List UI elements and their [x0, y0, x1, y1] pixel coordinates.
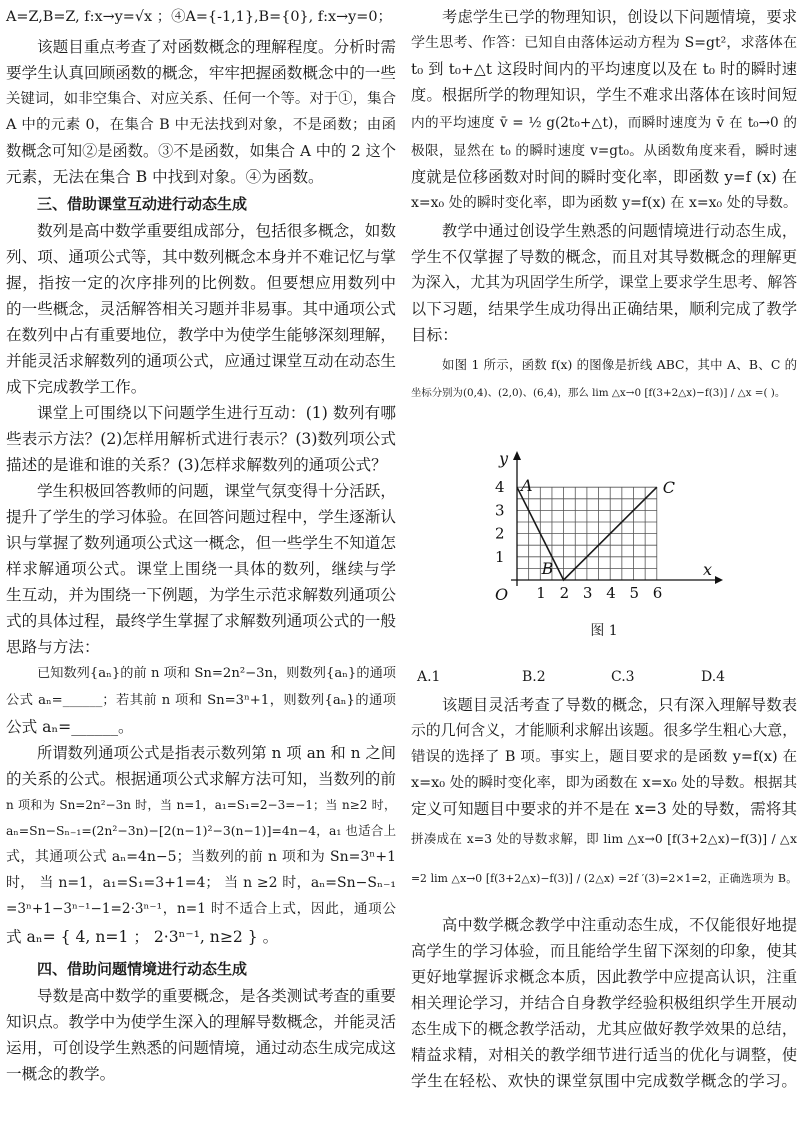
- left-text-line: 学生积极回答教师的问题，课堂气氛变得十分活跃，: [37, 482, 396, 500]
- right-text-line: 度。根据所学的物理知识，学生不难求出落体在该时间短: [411, 86, 797, 104]
- left-text-line: 并能灵活求解数列的通项公式，应通过课堂互动在动态生: [6, 352, 396, 370]
- left-text-line: aₙ=Sn−Sₙ₋₁=(2n²−3n)−[2(n−1)²−3(n−1)]=4n−4，a₁ 也适合上: [6, 823, 396, 838]
- right-text-line: 坐标分别为(0,4)、(2,0)、(6,4)，那么 lim △x→0 [f(3+2△x)−f(3)] / △x =( )。: [411, 387, 786, 399]
- origin-label: O: [495, 585, 509, 604]
- right-text-line: 错误的选择了 B 项。事实上，题目要求的是函数 y=f(x) 在: [411, 749, 797, 765]
- right-text-line: x=x₀ 处的瞬时变化率，即为函数 y=f(x) 在 x=x₀ 处的导数。: [411, 195, 797, 211]
- right-column: [411, 0, 797, 1146]
- right-text-line: 为深入，尤其为巩固学生所学，课堂上要求学生思考、解答: [411, 274, 797, 291]
- right-text-line: 高中数学概念教学中注重动态生成，不仅能很好地提: [442, 916, 797, 934]
- left-text-line: 该题目重点考查了对函数概念的理解程度。分析时需: [37, 38, 396, 56]
- left-text-line: 数列是高中数学重要组成部分，包括很多概念，如数: [37, 222, 396, 240]
- y-tick-label: 2: [495, 524, 505, 543]
- right-text-line: =2 lim △x→0 [f(3+2△x)−f(3)] / (2△x) =2f ′(3)=2×1=2，正确选项为 B。: [411, 872, 797, 885]
- left-text-line: A 中的元素 0，在集合 B 中无法找到对象，不是函数；由函: [6, 117, 396, 133]
- point-label-a: A: [521, 476, 533, 496]
- right-text-line: 高学生的学习体验，而且能给学生留下深刻的印象，使其: [411, 942, 797, 960]
- right-text-line: t₀ 到 t₀+△t 这段时间内的平均速度以及在 t₀ 时的瞬时速: [411, 60, 797, 78]
- left-text-line: 已知数列{aₙ}的前 n 项和 Sn=2n²−3n，则数列{aₙ}的通项: [37, 666, 396, 681]
- y-axis-label: y: [499, 449, 509, 468]
- right-text-line: 态生成下的概念教学活动，尤其应做好教学效果的总结，: [411, 1020, 797, 1038]
- left-text-line: 知识点。教学中为使学生深入的理解导数概念，并能灵活: [6, 1013, 396, 1031]
- left-text-line: 所谓数列通项公式是指表示数列第 n 项 an 和 n 之间: [37, 744, 396, 762]
- answer-option: D.4: [701, 669, 726, 685]
- figure-1: [489, 448, 725, 626]
- left-text-line: =3ⁿ+1−3ⁿ⁻¹−1=2·3ⁿ⁻¹，n=1 时不适合上式，因此，通项公: [6, 901, 396, 917]
- left-text-line: 式 aₙ= { 4, n=1 ； 2·3ⁿ⁻¹, n≥2 } 。: [6, 928, 279, 946]
- right-text-line: 定义可知题目中要求的并不是在 x=3 处的导数，需将其: [411, 800, 797, 818]
- y-tick-label: 4: [495, 478, 505, 497]
- right-text-line: 如图 1 所示，函数 f(x) 的图像是折线 ABC，其中 A、B、C 的: [442, 357, 797, 372]
- left-text-line: 三、借助课堂互动进行动态生成: [37, 195, 248, 213]
- left-text-line: 元素，无法在集合 B 中找到对象。④为函数。: [6, 168, 324, 186]
- left-text-line: 成下完成教学工作。: [6, 378, 147, 396]
- figure-1-graph: [489, 448, 725, 626]
- left-text-line: 公式 aₙ=______；若其前 n 项和 Sn=3ⁿ+1，则数列{aₙ}的通项: [6, 693, 396, 708]
- answer-option: C.3: [611, 669, 635, 685]
- left-text-line: 公式 aₙ=______。: [6, 718, 134, 736]
- left-text-line: 描述的是谁和谁的关系？(3)怎样求解数列的通项公式？: [6, 456, 387, 474]
- left-text-line: n 项和为 Sn=2n²−3n 时，当 n=1，a₁=S₁=2−3=−1；当 n≥2 时，: [6, 798, 396, 812]
- left-text-line: 的一些概念，灵活解答相关习题并非易事。其中通项公式: [6, 300, 396, 318]
- x-axis-label: x: [703, 560, 713, 579]
- left-text-line: 课堂上可围绕以下问题学生进行互动：(1) 数列有哪: [37, 404, 396, 422]
- left-text-line: 样求解通项公式。课堂上围绕一具体的数列，继续与学: [6, 560, 396, 578]
- left-text-line: 些表示方法？(2)怎样用解析式进行表示？(3)数列项公式: [6, 430, 396, 448]
- left-text-line: 运用，可创设学生熟悉的问题情境，通过动态生成完成这: [6, 1039, 396, 1057]
- left-text-line: 思路与方法：: [6, 638, 100, 656]
- y-tick-label: 1: [495, 547, 505, 566]
- answer-option: B.2: [522, 669, 546, 685]
- figure-caption: 图 1: [590, 623, 618, 639]
- x-tick-label: 1: [536, 584, 546, 602]
- right-text-line: 度就是位移函数对时间的瞬时变化率，即函数 y=f (x) 在: [411, 168, 797, 186]
- left-text-line: A=Z,B=Z, f:x→y=√x ；④A={-1,1},B={0}, f:x→y=0；: [6, 9, 392, 25]
- x-tick-label: 2: [559, 584, 570, 602]
- left-text-line: 握，指按一定的次序排列的比例数。但要想应用数列中: [6, 274, 396, 292]
- right-text-line: 极限，显然在 t₀ 的瞬时速度 v=gt₀。从函数角度来看，瞬时速: [411, 143, 797, 159]
- y-axis-arrow: [513, 451, 521, 460]
- right-text-line: 精益求精，对相关的教学细节进行适当的优化与调整，使: [411, 1046, 797, 1064]
- right-text-line: 目标：: [411, 326, 458, 344]
- left-text-line: 的关系的公式。根据通项公式求解方法可知，当数列的前: [6, 770, 396, 788]
- right-text-line: 教学中通过创设学生熟悉的问题情境进行动态生成，: [442, 222, 797, 240]
- right-text-line: 该题目灵活考查了导数的概念，只有深入理解导数表: [442, 696, 797, 714]
- right-text-line: 更好地掌握诉求概念本质，因此教学中应提高认识，注重: [411, 968, 797, 986]
- y-tick-label: 3: [495, 501, 505, 520]
- left-text-line: 四、借助问题情境进行动态生成: [37, 960, 248, 978]
- right-text-line: 内的平均速度 v̄ = ½ g(2t₀+△t)，而瞬时速度为 v̄ 在 t₀→0 的: [411, 115, 797, 131]
- answer-option: A.1: [417, 669, 441, 685]
- right-text-line: 示的几何含义，才能顺利求解出该题。很多学生粗心大意，: [411, 722, 797, 739]
- left-text-line: 列、项、通项公式等，其中数列概念本身并不难记忆与掌: [6, 248, 396, 266]
- left-text-line: 提升了学生的学习体验。在回答问题过程中，学生逐渐认: [6, 508, 396, 526]
- left-text-line: 导数是高中数学的重要概念，是各类测试考查的重要: [37, 987, 396, 1005]
- point-label-b: B: [541, 559, 554, 578]
- point-label-c: C: [662, 478, 676, 498]
- left-text-line: 关键词，如非空集合、对应关系、任何一个等。对于①，集合: [6, 91, 396, 107]
- left-text-line: 一概念的教学。: [6, 1065, 116, 1083]
- x-tick-label: 6: [652, 584, 663, 602]
- right-text-line: x=x₀ 处的瞬时变化率，即为函数在 x=x₀ 处的导数。根据其: [411, 775, 797, 791]
- left-text-line: 在数列中占有重要地位，教学中为使学生能够深刻理解，: [6, 326, 396, 344]
- left-text-line: 识与掌握了数列通项公式这一概念，但一些学生不知道怎: [6, 534, 396, 552]
- left-text-line: 生互动，并为围绕一下例题，为学生示范求解数列通项公: [6, 586, 396, 604]
- left-text-line: 式的具体过程，最终学生掌握了求解数列通项公式的一般: [6, 612, 396, 630]
- left-text-line: 要学生认真回顾函数的概念，牢牢把握函数概念中的一些: [6, 64, 396, 82]
- x-tick-label: 5: [629, 584, 640, 602]
- right-text-line: 以下习题，结果学生成功得出正确结果，顺利完成了教学: [411, 300, 797, 318]
- x-axis-arrow: [715, 576, 723, 584]
- x-tick-label: 4: [606, 584, 616, 602]
- x-tick-label: 3: [582, 584, 593, 602]
- right-text-line: 学生在轻松、欢快的课堂氛围中完成数学概念的学习。: [411, 1072, 797, 1090]
- left-text-line: 数概念可知②是函数。③不是函数，如集合 A 中的 2 这个: [6, 142, 396, 160]
- right-text-line: 考虑学生已学的物理知识，创设以下问题情境，要求: [442, 8, 797, 26]
- left-text-line: 式，其通项公式 aₙ=4n−5；当数列的前 n 项和为 Sn=3ⁿ+1: [6, 849, 396, 865]
- left-text-line: 时， 当 n=1，a₁=S₁=3+1=4； 当 n ≥2 时，aₙ=Sn−Sₙ₋₁: [6, 875, 396, 891]
- right-text-line: 学生思考、作答：已知自由落体运动方程为 S=gt²，求落体在: [411, 35, 797, 51]
- right-text-line: 学生不仅掌握了导数的概念，而且对其导数概念的理解更: [411, 248, 797, 266]
- left-column: [6, 0, 396, 1146]
- right-text-line: 拼凑成在 x=3 处的导数求解，即 lim △x→0 [f(3+2△x)−f(3)] / △x: [411, 831, 797, 846]
- right-text-line: 相关理论学习，并结合自身教学经验积极组织学生开展动: [411, 994, 797, 1012]
